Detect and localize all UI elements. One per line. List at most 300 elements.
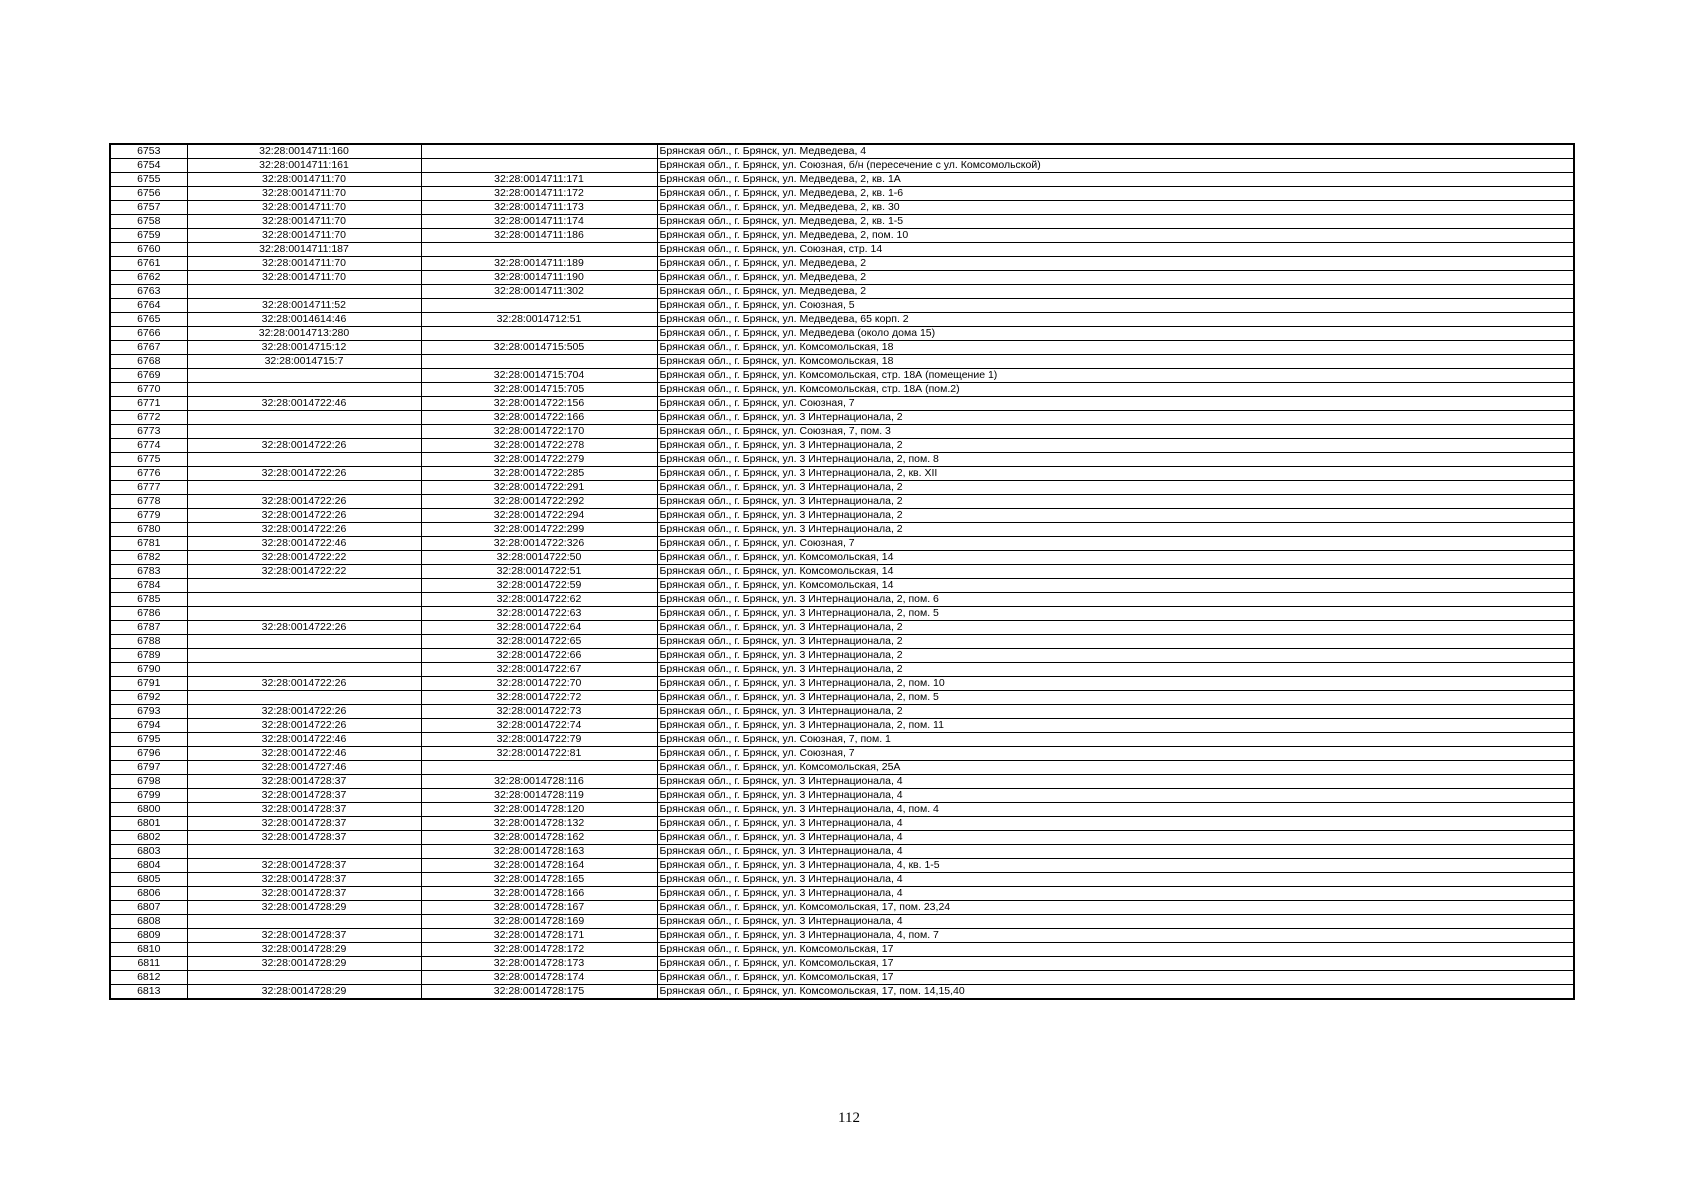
row-number-cell: 6805	[110, 873, 187, 887]
table-row	[110, 327, 1574, 341]
table-row	[110, 901, 1574, 915]
address-cell: Брянская обл., г. Брянск, ул. Комсомольская, 14	[657, 565, 1574, 579]
object-cadastral-number-cell: 32:28:0014722:326	[421, 537, 657, 551]
land-cadastral-number-cell: 32:28:0014728:37	[187, 789, 421, 803]
land-cadastral-number-cell: 32:28:0014728:29	[187, 943, 421, 957]
land-cadastral-number-cell	[187, 971, 421, 985]
address-cell: Брянская обл., г. Брянск, ул. Комсомольская, 18	[657, 355, 1574, 369]
table-row	[110, 285, 1574, 299]
object-cadastral-number-cell	[421, 327, 657, 341]
table-row	[110, 817, 1574, 831]
object-cadastral-number-cell: 32:28:0014722:74	[421, 719, 657, 733]
object-cadastral-number-cell: 32:28:0014722:65	[421, 635, 657, 649]
row-number-cell: 6766	[110, 327, 187, 341]
address-cell: Брянская обл., г. Брянск, ул. Союзная, 5	[657, 299, 1574, 313]
object-cadastral-number-cell	[421, 299, 657, 313]
address-cell: Брянская обл., г. Брянск, ул. 3 Интернационала, 2	[657, 635, 1574, 649]
row-number-cell: 6754	[110, 159, 187, 173]
table-row	[110, 789, 1574, 803]
address-cell: Брянская обл., г. Брянск, ул. 3 Интернационала, 4, пом. 7	[657, 929, 1574, 943]
land-cadastral-number-cell	[187, 691, 421, 705]
table-row	[110, 411, 1574, 425]
row-number-cell: 6771	[110, 397, 187, 411]
land-cadastral-number-cell	[187, 915, 421, 929]
address-cell: Брянская обл., г. Брянск, ул. Союзная, 7, пом. 3	[657, 425, 1574, 439]
address-cell: Брянская обл., г. Брянск, ул. Комсомольская, 14	[657, 551, 1574, 565]
address-cell: Брянская обл., г. Брянск, ул. Союзная, 7	[657, 747, 1574, 761]
object-cadastral-number-cell: 32:28:0014722:294	[421, 509, 657, 523]
table-row	[110, 733, 1574, 747]
object-cadastral-number-cell: 32:28:0014722:66	[421, 649, 657, 663]
object-cadastral-number-cell	[421, 159, 657, 173]
land-cadastral-number-cell: 32:28:0014728:37	[187, 887, 421, 901]
table-row	[110, 565, 1574, 579]
object-cadastral-number-cell: 32:28:0014715:505	[421, 341, 657, 355]
land-cadastral-number-cell	[187, 481, 421, 495]
object-cadastral-number-cell: 32:28:0014711:174	[421, 215, 657, 229]
object-cadastral-number-cell: 32:28:0014722:156	[421, 397, 657, 411]
row-number-cell: 6802	[110, 831, 187, 845]
address-cell: Брянская обл., г. Брянск, ул. Комсомольская, 17, пом. 23,24	[657, 901, 1574, 915]
land-cadastral-number-cell: 32:28:0014728:37	[187, 873, 421, 887]
address-cell: Брянская обл., г. Брянск, ул. Комсомольская, стр. 18А (пом.2)	[657, 383, 1574, 397]
address-cell: Брянская обл., г. Брянск, ул. Комсомольская, 17	[657, 957, 1574, 971]
object-cadastral-number-cell: 32:28:0014728:116	[421, 775, 657, 789]
address-cell: Брянская обл., г. Брянск, ул. 3 Интернационала, 2	[657, 439, 1574, 453]
table-row	[110, 551, 1574, 565]
table-row	[110, 705, 1574, 719]
row-number-cell: 6755	[110, 173, 187, 187]
object-cadastral-number-cell: 32:28:0014722:278	[421, 439, 657, 453]
row-number-cell: 6764	[110, 299, 187, 313]
object-cadastral-number-cell: 32:28:0014722:64	[421, 621, 657, 635]
table-row	[110, 383, 1574, 397]
page-number: 112	[838, 1110, 860, 1126]
address-cell: Брянская обл., г. Брянск, ул. Медведева, 2, кв. 1-5	[657, 215, 1574, 229]
table-row	[110, 985, 1574, 1000]
table-row	[110, 915, 1574, 929]
object-cadastral-number-cell: 32:28:0014722:63	[421, 607, 657, 621]
object-cadastral-number-cell: 32:28:0014722:62	[421, 593, 657, 607]
address-cell: Брянская обл., г. Брянск, ул. 3 Интернационала, 2, кв. XII	[657, 467, 1574, 481]
land-cadastral-number-cell: 32:28:0014722:26	[187, 509, 421, 523]
object-cadastral-number-cell: 32:28:0014728:120	[421, 803, 657, 817]
land-cadastral-number-cell: 32:28:0014722:46	[187, 397, 421, 411]
address-cell: Брянская обл., г. Брянск, ул. Медведева, 2	[657, 271, 1574, 285]
object-cadastral-number-cell: 32:28:0014728:174	[421, 971, 657, 985]
address-cell: Брянская обл., г. Брянск, ул. 3 Интернационала, 2	[657, 649, 1574, 663]
row-number-cell: 6780	[110, 523, 187, 537]
row-number-cell: 6760	[110, 243, 187, 257]
row-number-cell: 6796	[110, 747, 187, 761]
land-cadastral-number-cell: 32:28:0014711:52	[187, 299, 421, 313]
row-number-cell: 6756	[110, 187, 187, 201]
row-number-cell: 6769	[110, 369, 187, 383]
table-row	[110, 943, 1574, 957]
table-row	[110, 621, 1574, 635]
land-cadastral-number-cell: 32:28:0014728:37	[187, 817, 421, 831]
land-cadastral-number-cell: 32:28:0014711:70	[187, 257, 421, 271]
address-cell: Брянская обл., г. Брянск, ул. Медведева, 2, пом. 10	[657, 229, 1574, 243]
row-number-cell: 6757	[110, 201, 187, 215]
land-cadastral-number-cell	[187, 369, 421, 383]
address-cell: Брянская обл., г. Брянск, ул. 3 Интернационала, 2	[657, 663, 1574, 677]
table-row	[110, 761, 1574, 775]
land-cadastral-number-cell: 32:28:0014722:26	[187, 621, 421, 635]
table-row	[110, 257, 1574, 271]
address-cell: Брянская обл., г. Брянск, ул. 3 Интернационала, 4, кв. 1-5	[657, 859, 1574, 873]
object-cadastral-number-cell: 32:28:0014722:291	[421, 481, 657, 495]
object-cadastral-number-cell: 32:28:0014728:166	[421, 887, 657, 901]
land-cadastral-number-cell: 32:28:0014711:70	[187, 187, 421, 201]
address-cell: Брянская обл., г. Брянск, ул. 3 Интернационала, 4	[657, 789, 1574, 803]
table-row	[110, 355, 1574, 369]
object-cadastral-number-cell: 32:28:0014722:166	[421, 411, 657, 425]
row-number-cell: 6789	[110, 649, 187, 663]
land-cadastral-number-cell	[187, 285, 421, 299]
row-number-cell: 6781	[110, 537, 187, 551]
table-row	[110, 607, 1574, 621]
object-cadastral-number-cell: 32:28:0014722:72	[421, 691, 657, 705]
row-number-cell: 6776	[110, 467, 187, 481]
land-cadastral-number-cell	[187, 607, 421, 621]
row-number-cell: 6800	[110, 803, 187, 817]
land-cadastral-number-cell: 32:28:0014722:22	[187, 565, 421, 579]
row-number-cell: 6807	[110, 901, 187, 915]
address-cell: Брянская обл., г. Брянск, ул. Союзная, 7	[657, 537, 1574, 551]
table-row	[110, 957, 1574, 971]
row-number-cell: 6790	[110, 663, 187, 677]
row-number-cell: 6801	[110, 817, 187, 831]
table-row	[110, 509, 1574, 523]
object-cadastral-number-cell	[421, 144, 657, 159]
table-row	[110, 481, 1574, 495]
object-cadastral-number-cell: 32:28:0014728:167	[421, 901, 657, 915]
registry-table-body	[110, 144, 1574, 999]
land-cadastral-number-cell: 32:28:0014728:37	[187, 831, 421, 845]
object-cadastral-number-cell: 32:28:0014722:59	[421, 579, 657, 593]
object-cadastral-number-cell: 32:28:0014711:171	[421, 173, 657, 187]
object-cadastral-number-cell	[421, 761, 657, 775]
table-row	[110, 439, 1574, 453]
address-cell: Брянская обл., г. Брянск, ул. 3 Интернационала, 4	[657, 887, 1574, 901]
land-cadastral-number-cell: 32:28:0014728:37	[187, 803, 421, 817]
object-cadastral-number-cell: 32:28:0014728:162	[421, 831, 657, 845]
object-cadastral-number-cell: 32:28:0014728:173	[421, 957, 657, 971]
land-cadastral-number-cell: 32:28:0014711:70	[187, 201, 421, 215]
object-cadastral-number-cell: 32:28:0014722:73	[421, 705, 657, 719]
address-cell: Брянская обл., г. Брянск, ул. 3 Интернационала, 2	[657, 509, 1574, 523]
land-cadastral-number-cell: 32:28:0014722:26	[187, 439, 421, 453]
land-cadastral-number-cell: 32:28:0014711:70	[187, 229, 421, 243]
row-number-cell: 6779	[110, 509, 187, 523]
row-number-cell: 6759	[110, 229, 187, 243]
address-cell: Брянская обл., г. Брянск, ул. 3 Интернационала, 2, пом. 6	[657, 593, 1574, 607]
object-cadastral-number-cell: 32:28:0014711:172	[421, 187, 657, 201]
row-number-cell: 6810	[110, 943, 187, 957]
address-cell: Брянская обл., г. Брянск, ул. Комсомольская, стр. 18А (помещение 1)	[657, 369, 1574, 383]
address-cell: Брянская обл., г. Брянск, ул. Медведева, 2, кв. 30	[657, 201, 1574, 215]
row-number-cell: 6775	[110, 453, 187, 467]
table-row	[110, 467, 1574, 481]
row-number-cell: 6798	[110, 775, 187, 789]
table-row	[110, 159, 1574, 173]
row-number-cell: 6753	[110, 144, 187, 159]
object-cadastral-number-cell: 32:28:0014722:51	[421, 565, 657, 579]
row-number-cell: 6765	[110, 313, 187, 327]
row-number-cell: 6778	[110, 495, 187, 509]
land-cadastral-number-cell	[187, 635, 421, 649]
table-row	[110, 747, 1574, 761]
table-row	[110, 635, 1574, 649]
table-row	[110, 775, 1574, 789]
land-cadastral-number-cell	[187, 593, 421, 607]
row-number-cell: 6770	[110, 383, 187, 397]
table-row	[110, 719, 1574, 733]
row-number-cell: 6782	[110, 551, 187, 565]
object-cadastral-number-cell: 32:28:0014722:170	[421, 425, 657, 439]
land-cadastral-number-cell: 32:28:0014614:46	[187, 313, 421, 327]
address-cell: Брянская обл., г. Брянск, ул. Союзная, стр. 14	[657, 243, 1574, 257]
object-cadastral-number-cell: 32:28:0014728:169	[421, 915, 657, 929]
address-cell: Брянская обл., г. Брянск, ул. Медведева, 2, кв. 1А	[657, 173, 1574, 187]
table-row	[110, 873, 1574, 887]
address-cell: Брянская обл., г. Брянск, ул. 3 Интернационала, 4	[657, 817, 1574, 831]
address-cell: Брянская обл., г. Брянск, ул. 3 Интернационала, 2, пом. 5	[657, 607, 1574, 621]
land-cadastral-number-cell: 32:28:0014728:29	[187, 957, 421, 971]
land-cadastral-number-cell	[187, 453, 421, 467]
object-cadastral-number-cell: 32:28:0014715:704	[421, 369, 657, 383]
row-number-cell: 6768	[110, 355, 187, 369]
address-cell: Брянская обл., г. Брянск, ул. Союзная, 7, пом. 1	[657, 733, 1574, 747]
row-number-cell: 6813	[110, 985, 187, 1000]
object-cadastral-number-cell: 32:28:0014722:79	[421, 733, 657, 747]
table-row	[110, 243, 1574, 257]
object-cadastral-number-cell	[421, 243, 657, 257]
cadastral-registry-table	[109, 143, 1575, 1000]
land-cadastral-number-cell: 32:28:0014711:160	[187, 144, 421, 159]
row-number-cell: 6773	[110, 425, 187, 439]
table-row	[110, 649, 1574, 663]
address-cell: Брянская обл., г. Брянск, ул. 3 Интернационала, 2	[657, 705, 1574, 719]
table-row	[110, 929, 1574, 943]
table-row	[110, 313, 1574, 327]
land-cadastral-number-cell: 32:28:0014722:26	[187, 467, 421, 481]
address-cell: Брянская обл., г. Брянск, ул. Медведева, 65 корп. 2	[657, 313, 1574, 327]
table-row	[110, 523, 1574, 537]
address-cell: Брянская обл., г. Брянск, ул. 3 Интернационала, 2, пом. 5	[657, 691, 1574, 705]
table-row	[110, 187, 1574, 201]
row-number-cell: 6767	[110, 341, 187, 355]
row-number-cell: 6806	[110, 887, 187, 901]
object-cadastral-number-cell: 32:28:0014722:81	[421, 747, 657, 761]
land-cadastral-number-cell: 32:28:0014728:29	[187, 901, 421, 915]
land-cadastral-number-cell: 32:28:0014711:187	[187, 243, 421, 257]
address-cell: Брянская обл., г. Брянск, ул. 3 Интернационала, 2	[657, 621, 1574, 635]
object-cadastral-number-cell: 32:28:0014728:165	[421, 873, 657, 887]
table-row	[110, 144, 1574, 159]
object-cadastral-number-cell: 32:28:0014728:119	[421, 789, 657, 803]
row-number-cell: 6785	[110, 593, 187, 607]
table-row	[110, 593, 1574, 607]
table-row	[110, 369, 1574, 383]
address-cell: Брянская обл., г. Брянск, ул. Комсомольская, 17, пом. 14,15,40	[657, 985, 1574, 1000]
land-cadastral-number-cell: 32:28:0014722:46	[187, 747, 421, 761]
land-cadastral-number-cell	[187, 845, 421, 859]
object-cadastral-number-cell: 32:28:0014715:705	[421, 383, 657, 397]
address-cell: Брянская обл., г. Брянск, ул. 3 Интернационала, 4	[657, 775, 1574, 789]
address-cell: Брянская обл., г. Брянск, ул. Комсомольская, 17	[657, 943, 1574, 957]
object-cadastral-number-cell: 32:28:0014722:285	[421, 467, 657, 481]
land-cadastral-number-cell: 32:28:0014722:26	[187, 719, 421, 733]
land-cadastral-number-cell: 32:28:0014711:161	[187, 159, 421, 173]
address-cell: Брянская обл., г. Брянск, ул. 3 Интернационала, 2, пом. 11	[657, 719, 1574, 733]
object-cadastral-number-cell: 32:28:0014728:132	[421, 817, 657, 831]
land-cadastral-number-cell: 32:28:0014722:26	[187, 495, 421, 509]
land-cadastral-number-cell: 32:28:0014722:26	[187, 705, 421, 719]
table-row	[110, 831, 1574, 845]
address-cell: Брянская обл., г. Брянск, ул. Комсомольская, 25А	[657, 761, 1574, 775]
address-cell: Брянская обл., г. Брянск, ул. 3 Интернационала, 4	[657, 915, 1574, 929]
land-cadastral-number-cell: 32:28:0014728:37	[187, 775, 421, 789]
object-cadastral-number-cell: 32:28:0014712:51	[421, 313, 657, 327]
row-number-cell: 6793	[110, 705, 187, 719]
table-row	[110, 859, 1574, 873]
land-cadastral-number-cell: 32:28:0014728:37	[187, 859, 421, 873]
land-cadastral-number-cell	[187, 663, 421, 677]
object-cadastral-number-cell	[421, 355, 657, 369]
object-cadastral-number-cell: 32:28:0014711:190	[421, 271, 657, 285]
row-number-cell: 6762	[110, 271, 187, 285]
object-cadastral-number-cell: 32:28:0014722:70	[421, 677, 657, 691]
address-cell: Брянская обл., г. Брянск, ул. Союзная, 7	[657, 397, 1574, 411]
table-row	[110, 341, 1574, 355]
address-cell: Брянская обл., г. Брянск, ул. Комсомольская, 17	[657, 971, 1574, 985]
table-row	[110, 663, 1574, 677]
land-cadastral-number-cell: 32:28:0014727:46	[187, 761, 421, 775]
address-cell: Брянская обл., г. Брянск, ул. Комсомольская, 18	[657, 341, 1574, 355]
table-row	[110, 887, 1574, 901]
object-cadastral-number-cell: 32:28:0014722:50	[421, 551, 657, 565]
row-number-cell: 6792	[110, 691, 187, 705]
row-number-cell: 6772	[110, 411, 187, 425]
table-row	[110, 425, 1574, 439]
row-number-cell: 6777	[110, 481, 187, 495]
row-number-cell: 6799	[110, 789, 187, 803]
row-number-cell: 6784	[110, 579, 187, 593]
object-cadastral-number-cell: 32:28:0014728:175	[421, 985, 657, 1000]
land-cadastral-number-cell	[187, 579, 421, 593]
address-cell: Брянская обл., г. Брянск, ул. 3 Интернационала, 4	[657, 831, 1574, 845]
address-cell: Брянская обл., г. Брянск, ул. Медведева, 4	[657, 144, 1574, 159]
row-number-cell: 6761	[110, 257, 187, 271]
row-number-cell: 6811	[110, 957, 187, 971]
address-cell: Брянская обл., г. Брянск, ул. Комсомольская, 14	[657, 579, 1574, 593]
land-cadastral-number-cell: 32:28:0014722:26	[187, 677, 421, 691]
row-number-cell: 6803	[110, 845, 187, 859]
land-cadastral-number-cell: 32:28:0014715:7	[187, 355, 421, 369]
address-cell: Брянская обл., г. Брянск, ул. 3 Интернационала, 2	[657, 481, 1574, 495]
row-number-cell: 6788	[110, 635, 187, 649]
object-cadastral-number-cell: 32:28:0014728:163	[421, 845, 657, 859]
land-cadastral-number-cell	[187, 411, 421, 425]
table-row	[110, 677, 1574, 691]
address-cell: Брянская обл., г. Брянск, ул. 3 Интернационала, 2	[657, 411, 1574, 425]
row-number-cell: 6758	[110, 215, 187, 229]
table-row	[110, 453, 1574, 467]
land-cadastral-number-cell: 32:28:0014722:22	[187, 551, 421, 565]
land-cadastral-number-cell	[187, 425, 421, 439]
table-row	[110, 691, 1574, 705]
table-row	[110, 173, 1574, 187]
table-row	[110, 215, 1574, 229]
row-number-cell: 6808	[110, 915, 187, 929]
row-number-cell: 6763	[110, 285, 187, 299]
object-cadastral-number-cell: 32:28:0014711:173	[421, 201, 657, 215]
object-cadastral-number-cell: 32:28:0014722:279	[421, 453, 657, 467]
object-cadastral-number-cell: 32:28:0014722:67	[421, 663, 657, 677]
table-row	[110, 397, 1574, 411]
table-row	[110, 971, 1574, 985]
row-number-cell: 6797	[110, 761, 187, 775]
row-number-cell: 6809	[110, 929, 187, 943]
object-cadastral-number-cell: 32:28:0014728:164	[421, 859, 657, 873]
land-cadastral-number-cell: 32:28:0014711:70	[187, 271, 421, 285]
land-cadastral-number-cell	[187, 383, 421, 397]
row-number-cell: 6791	[110, 677, 187, 691]
land-cadastral-number-cell: 32:28:0014715:12	[187, 341, 421, 355]
land-cadastral-number-cell: 32:28:0014713:280	[187, 327, 421, 341]
address-cell: Брянская обл., г. Брянск, ул. Союзная, б/н (пересечение с ул. Комсомольской)	[657, 159, 1574, 173]
table-row	[110, 579, 1574, 593]
address-cell: Брянская обл., г. Брянск, ул. 3 Интернационала, 2, пом. 10	[657, 677, 1574, 691]
object-cadastral-number-cell: 32:28:0014711:302	[421, 285, 657, 299]
address-cell: Брянская обл., г. Брянск, ул. 3 Интернационала, 2	[657, 523, 1574, 537]
object-cadastral-number-cell: 32:28:0014722:292	[421, 495, 657, 509]
row-number-cell: 6783	[110, 565, 187, 579]
address-cell: Брянская обл., г. Брянск, ул. Медведева (около дома 15)	[657, 327, 1574, 341]
object-cadastral-number-cell: 32:28:0014728:171	[421, 929, 657, 943]
object-cadastral-number-cell: 32:28:0014722:299	[421, 523, 657, 537]
table-row	[110, 537, 1574, 551]
table-row	[110, 299, 1574, 313]
object-cadastral-number-cell: 32:28:0014711:189	[421, 257, 657, 271]
table-row	[110, 271, 1574, 285]
address-cell: Брянская обл., г. Брянск, ул. 3 Интернационала, 4	[657, 873, 1574, 887]
land-cadastral-number-cell: 32:28:0014728:29	[187, 985, 421, 1000]
row-number-cell: 6774	[110, 439, 187, 453]
table-row	[110, 803, 1574, 817]
table-row	[110, 201, 1574, 215]
land-cadastral-number-cell: 32:28:0014711:70	[187, 215, 421, 229]
object-cadastral-number-cell: 32:28:0014711:186	[421, 229, 657, 243]
land-cadastral-number-cell: 32:28:0014722:46	[187, 733, 421, 747]
row-number-cell: 6812	[110, 971, 187, 985]
table-row	[110, 229, 1574, 243]
row-number-cell: 6794	[110, 719, 187, 733]
land-cadastral-number-cell: 32:28:0014722:46	[187, 537, 421, 551]
address-cell: Брянская обл., г. Брянск, ул. 3 Интернационала, 2	[657, 495, 1574, 509]
address-cell: Брянская обл., г. Брянск, ул. Медведева, 2, кв. 1-6	[657, 187, 1574, 201]
table-row	[110, 845, 1574, 859]
row-number-cell: 6804	[110, 859, 187, 873]
land-cadastral-number-cell: 32:28:0014722:26	[187, 523, 421, 537]
row-number-cell: 6795	[110, 733, 187, 747]
address-cell: Брянская обл., г. Брянск, ул. 3 Интернационала, 2, пом. 8	[657, 453, 1574, 467]
land-cadastral-number-cell: 32:28:0014711:70	[187, 173, 421, 187]
address-cell: Брянская обл., г. Брянск, ул. 3 Интернационала, 4	[657, 845, 1574, 859]
object-cadastral-number-cell: 32:28:0014728:172	[421, 943, 657, 957]
